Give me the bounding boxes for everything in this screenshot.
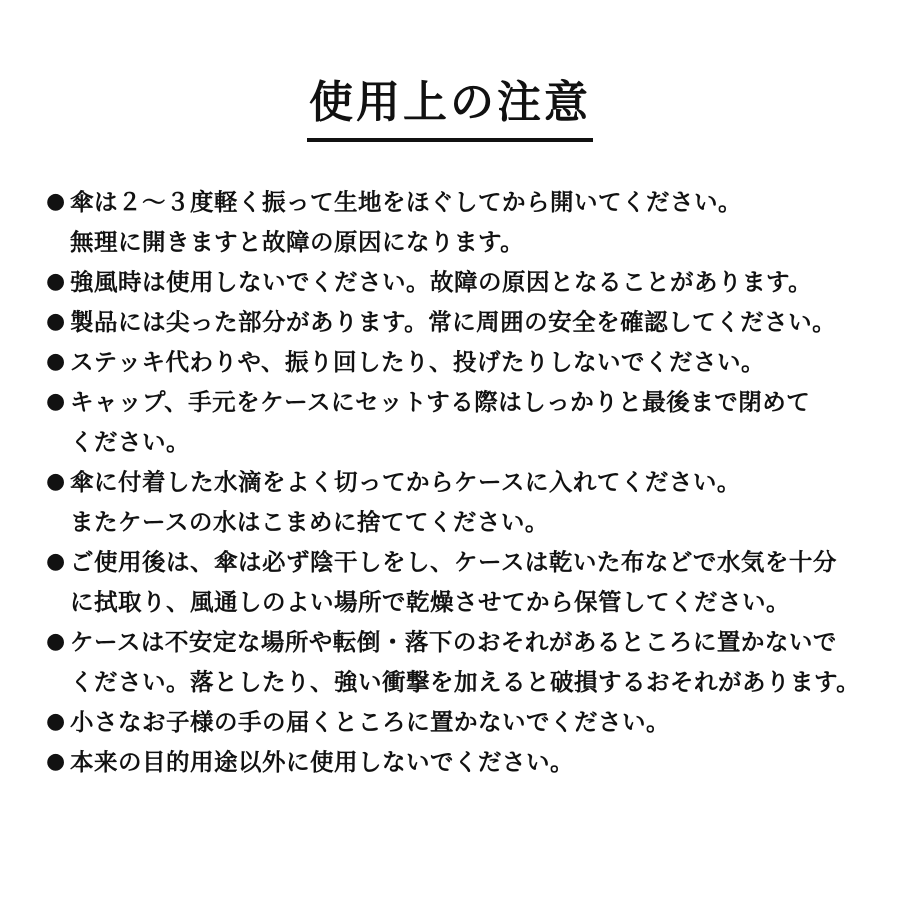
caution-line: に拭取り、風通しのよい場所で乾燥させてから保管してください。	[70, 588, 790, 616]
bullet-icon: ●	[46, 629, 66, 654]
caution-line: 小さなお子様の手の届くところに置かないでください。	[70, 708, 670, 736]
caution-line: ケースは不安定な場所や転倒・落下のおそれがあるところに置かないで	[70, 628, 837, 656]
caution-item	[46, 622, 876, 702]
caution-line: 無理に開きますと故障の原因になります。	[70, 228, 525, 256]
caution-item	[46, 182, 876, 262]
page-title: 使用上の注意	[307, 74, 593, 142]
caution-line: 傘は２～３度軽く振って生地をほぐしてから開いてください。	[70, 188, 742, 216]
caution-line: キャップ、手元をケースにセットする際はしっかりと最後まで閉めて	[70, 388, 811, 416]
caution-item	[46, 262, 876, 302]
caution-item	[46, 742, 876, 782]
bullet-icon: ●	[46, 269, 66, 294]
caution-line: 本来の目的用途以外に使用しないでください。	[70, 748, 574, 776]
caution-line: ステッキ代わりや、振り回したり、投げたりしないでください。	[70, 348, 766, 376]
bullet-icon: ●	[46, 469, 66, 494]
caution-list	[46, 182, 876, 782]
title-container	[0, 74, 900, 142]
caution-item	[46, 542, 876, 622]
bullet-icon: ●	[46, 349, 66, 374]
caution-item	[46, 702, 876, 742]
bullet-icon: ●	[46, 309, 66, 334]
bullet-icon: ●	[46, 749, 66, 774]
caution-line: またケースの水はこまめに捨ててください。	[70, 508, 549, 536]
bullet-icon: ●	[46, 709, 66, 734]
caution-item	[46, 302, 876, 342]
caution-line: 傘に付着した水滴をよく切ってからケースに入れてください。	[70, 468, 741, 496]
caution-line: ください。	[70, 428, 190, 456]
caution-line: ください。落としたり、強い衝撃を加えると破損するおそれがあります。	[70, 668, 861, 696]
bullet-icon: ●	[46, 549, 66, 574]
caution-line: 製品には尖った部分があります。常に周囲の安全を確認してください。	[70, 308, 837, 336]
caution-item	[46, 462, 876, 542]
caution-line: 強風時は使用しないでください。故障の原因となることがあります。	[70, 268, 813, 296]
caution-line: ご使用後は、傘は必ず陰干しをし、ケースは乾いた布などで水気を十分	[70, 548, 837, 576]
bullet-icon: ●	[46, 189, 66, 214]
bullet-icon: ●	[46, 389, 66, 414]
caution-item	[46, 342, 876, 382]
caution-item	[46, 382, 876, 462]
